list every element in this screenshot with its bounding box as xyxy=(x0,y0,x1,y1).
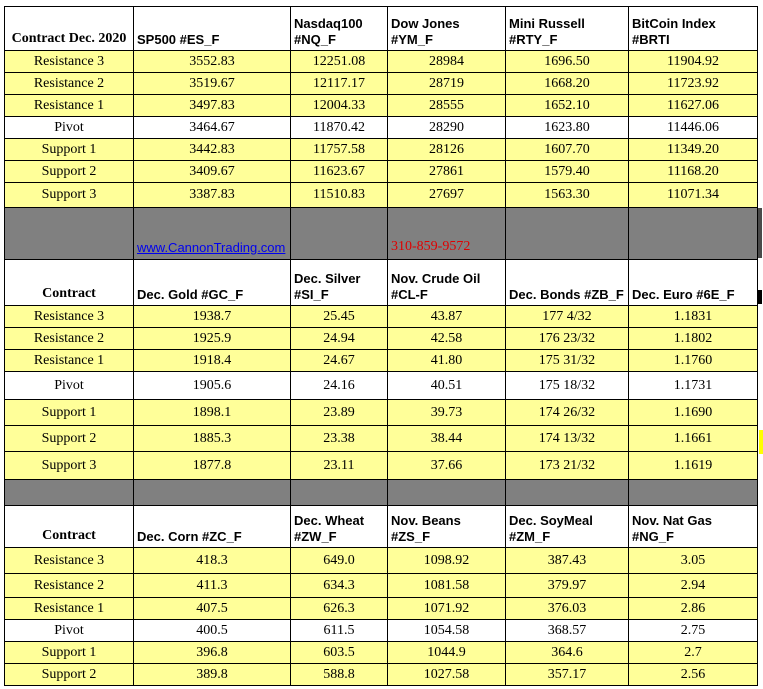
cell-value: 411.3 xyxy=(134,574,291,598)
table-row xyxy=(5,372,758,400)
cell-value: 649.0 xyxy=(291,548,388,574)
row-label: Support 2 xyxy=(5,664,134,686)
cell-value: 1877.8 xyxy=(134,452,291,480)
website-link[interactable]: www.CannonTrading.com xyxy=(134,208,291,260)
cell-value: 174 13/32 xyxy=(506,426,629,452)
cell-value: 603.5 xyxy=(291,642,388,664)
cell-value: 28984 xyxy=(388,51,506,73)
banner-spacer xyxy=(291,208,388,260)
cell-value: 2.7 xyxy=(629,642,758,664)
table-row xyxy=(5,117,758,139)
cell-value: 23.89 xyxy=(291,400,388,426)
separator-cell xyxy=(629,480,758,506)
header-crude-oil: Nov. Crude Oil #CL-F xyxy=(388,260,506,306)
cell-value: 2.75 xyxy=(629,620,758,642)
row-label: Resistance 2 xyxy=(5,73,134,95)
header-bitcoin-index: BitCoin Index #BRTI xyxy=(629,7,758,51)
cell-value: 368.57 xyxy=(506,620,629,642)
cell-value: 11623.67 xyxy=(291,161,388,183)
table-row xyxy=(5,183,758,208)
section1-corner-header: Contract Dec. 2020 xyxy=(5,7,134,51)
cell-value: 1918.4 xyxy=(134,350,291,372)
header-sp500: SP500 #ES_F xyxy=(134,7,291,51)
cell-value: 1579.40 xyxy=(506,161,629,183)
section2-corner-header: Contract xyxy=(5,260,134,306)
row-label: Support 1 xyxy=(5,139,134,161)
separator-cell xyxy=(5,480,134,506)
table-row xyxy=(5,452,758,480)
cell-value: 3497.83 xyxy=(134,95,291,117)
cell-value: 11627.06 xyxy=(629,95,758,117)
cell-value: 588.8 xyxy=(291,664,388,686)
cell-value: 23.38 xyxy=(291,426,388,452)
cell-value: 364.6 xyxy=(506,642,629,664)
row-label: Resistance 1 xyxy=(5,598,134,620)
cell-value: 626.3 xyxy=(291,598,388,620)
cell-value: 1.1731 xyxy=(629,372,758,400)
cell-value: 1081.58 xyxy=(388,574,506,598)
header-nat-gas: Nov. Nat Gas #NG_F xyxy=(629,506,758,548)
table-row xyxy=(5,73,758,95)
cell-value: 24.16 xyxy=(291,372,388,400)
cell-value: 173 21/32 xyxy=(506,452,629,480)
cell-value: 175 31/32 xyxy=(506,350,629,372)
cell-value: 23.11 xyxy=(291,452,388,480)
header-silver: Dec. Silver #SI_F xyxy=(291,260,388,306)
cell-value: 37.66 xyxy=(388,452,506,480)
row-label: Resistance 1 xyxy=(5,350,134,372)
separator-cell xyxy=(388,480,506,506)
row-label: Resistance 3 xyxy=(5,51,134,73)
cell-value: 177 4/32 xyxy=(506,306,629,328)
cell-value: 400.5 xyxy=(134,620,291,642)
section3-corner-header: Contract xyxy=(5,506,134,548)
cell-value: 3.05 xyxy=(629,548,758,574)
cell-value: 11904.92 xyxy=(629,51,758,73)
cell-value: 28290 xyxy=(388,117,506,139)
cell-value: 1668.20 xyxy=(506,73,629,95)
cell-value: 174 26/32 xyxy=(506,400,629,426)
cell-value: 27697 xyxy=(388,183,506,208)
table-row xyxy=(5,642,758,664)
header-beans: Nov. Beans #ZS_F xyxy=(388,506,506,548)
cell-value: 11349.20 xyxy=(629,139,758,161)
row-label: Resistance 1 xyxy=(5,95,134,117)
table-row xyxy=(5,350,758,372)
table-row xyxy=(5,306,758,328)
cell-value: 1054.58 xyxy=(388,620,506,642)
header-bonds: Dec. Bonds #ZB_F xyxy=(506,260,629,306)
cell-value: 176 23/32 xyxy=(506,328,629,350)
separator-cell xyxy=(506,480,629,506)
cell-value: 1071.92 xyxy=(388,598,506,620)
section2-header-row xyxy=(5,260,758,306)
cell-value: 2.56 xyxy=(629,664,758,686)
cell-value: 1.1690 xyxy=(629,400,758,426)
row-label: Support 2 xyxy=(5,426,134,452)
separator-cell xyxy=(134,480,291,506)
cell-value: 407.5 xyxy=(134,598,291,620)
cell-value: 1098.92 xyxy=(388,548,506,574)
cell-value: 1696.50 xyxy=(506,51,629,73)
cell-value: 2.94 xyxy=(629,574,758,598)
cell-value: 1938.7 xyxy=(134,306,291,328)
cell-value: 1925.9 xyxy=(134,328,291,350)
cell-value: 24.67 xyxy=(291,350,388,372)
separator-cell xyxy=(291,480,388,506)
row-label: Support 3 xyxy=(5,452,134,480)
header-soymeal: Dec. SoyMeal #ZM_F xyxy=(506,506,629,548)
row-label: Support 3 xyxy=(5,183,134,208)
cell-value: 376.03 xyxy=(506,598,629,620)
cell-value: 25.45 xyxy=(291,306,388,328)
banner-spacer xyxy=(5,208,134,260)
cell-value: 634.3 xyxy=(291,574,388,598)
cell-value: 43.87 xyxy=(388,306,506,328)
header-wheat: Dec. Wheat #ZW_F xyxy=(291,506,388,548)
cell-value: 11723.92 xyxy=(629,73,758,95)
edge-mark xyxy=(758,208,762,258)
cell-value: 3387.83 xyxy=(134,183,291,208)
cell-value: 3464.67 xyxy=(134,117,291,139)
table-row xyxy=(5,400,758,426)
contact-banner-row xyxy=(5,208,758,260)
cell-value: 1563.30 xyxy=(506,183,629,208)
cell-value: 12251.08 xyxy=(291,51,388,73)
table-row xyxy=(5,574,758,598)
pivot-levels-table xyxy=(4,6,758,686)
cell-value: 24.94 xyxy=(291,328,388,350)
cell-value: 2.86 xyxy=(629,598,758,620)
row-label: Support 1 xyxy=(5,400,134,426)
cell-value: 42.58 xyxy=(388,328,506,350)
cell-value: 396.8 xyxy=(134,642,291,664)
cell-value: 418.3 xyxy=(134,548,291,574)
cell-value: 11510.83 xyxy=(291,183,388,208)
header-mini-russell: Mini Russell #RTY_F xyxy=(506,7,629,51)
cell-value: 1652.10 xyxy=(506,95,629,117)
table-row xyxy=(5,139,758,161)
table-row xyxy=(5,426,758,452)
cell-value: 28555 xyxy=(388,95,506,117)
cell-value: 3552.83 xyxy=(134,51,291,73)
table-row xyxy=(5,51,758,73)
cell-value: 1898.1 xyxy=(134,400,291,426)
row-label: Resistance 2 xyxy=(5,574,134,598)
cell-value: 611.5 xyxy=(291,620,388,642)
table-row xyxy=(5,95,758,117)
cell-value: 12004.33 xyxy=(291,95,388,117)
cell-value: 3409.67 xyxy=(134,161,291,183)
row-label: Resistance 3 xyxy=(5,306,134,328)
table-row xyxy=(5,664,758,686)
section3-header-row xyxy=(5,506,758,548)
edge-mark xyxy=(759,430,763,454)
cell-value: 41.80 xyxy=(388,350,506,372)
cell-value: 1623.80 xyxy=(506,117,629,139)
cell-value: 1.1831 xyxy=(629,306,758,328)
cell-value: 12117.17 xyxy=(291,73,388,95)
header-euro: Dec. Euro #6E_F xyxy=(629,260,758,306)
cell-value: 1885.3 xyxy=(134,426,291,452)
separator-row xyxy=(5,480,758,506)
row-label: Pivot xyxy=(5,620,134,642)
cell-value: 28719 xyxy=(388,73,506,95)
cell-value: 3442.83 xyxy=(134,139,291,161)
header-corn: Dec. Corn #ZC_F xyxy=(134,506,291,548)
row-label: Resistance 3 xyxy=(5,548,134,574)
section1-header-row xyxy=(5,7,758,51)
row-label: Support 1 xyxy=(5,642,134,664)
cell-value: 38.44 xyxy=(388,426,506,452)
cell-value: 1.1802 xyxy=(629,328,758,350)
cell-value: 11071.34 xyxy=(629,183,758,208)
header-gold: Dec. Gold #GC_F xyxy=(134,260,291,306)
cell-value: 1905.6 xyxy=(134,372,291,400)
cell-value: 11168.20 xyxy=(629,161,758,183)
table-row xyxy=(5,620,758,642)
cell-value: 11757.58 xyxy=(291,139,388,161)
edge-mark xyxy=(758,290,762,304)
cell-value: 1.1760 xyxy=(629,350,758,372)
row-label: Resistance 2 xyxy=(5,328,134,350)
banner-spacer xyxy=(629,208,758,260)
cell-value: 27861 xyxy=(388,161,506,183)
row-label: Support 2 xyxy=(5,161,134,183)
cell-value: 1607.70 xyxy=(506,139,629,161)
row-label: Pivot xyxy=(5,117,134,139)
table-row xyxy=(5,548,758,574)
table-row xyxy=(5,598,758,620)
cell-value: 389.8 xyxy=(134,664,291,686)
cell-value: 1044.9 xyxy=(388,642,506,664)
cell-value: 39.73 xyxy=(388,400,506,426)
table-row xyxy=(5,328,758,350)
cell-value: 1.1619 xyxy=(629,452,758,480)
phone-number: 310-859-9572 xyxy=(388,208,506,260)
header-dow-jones: Dow Jones #YM_F xyxy=(388,7,506,51)
cell-value: 3519.67 xyxy=(134,73,291,95)
header-nasdaq100: Nasdaq100 #NQ_F xyxy=(291,7,388,51)
cell-value: 28126 xyxy=(388,139,506,161)
cell-value: 11870.42 xyxy=(291,117,388,139)
table-row xyxy=(5,161,758,183)
cell-value: 379.97 xyxy=(506,574,629,598)
cell-value: 40.51 xyxy=(388,372,506,400)
cell-value: 387.43 xyxy=(506,548,629,574)
cell-value: 11446.06 xyxy=(629,117,758,139)
cell-value: 1027.58 xyxy=(388,664,506,686)
row-label: Pivot xyxy=(5,372,134,400)
cell-value: 175 18/32 xyxy=(506,372,629,400)
cell-value: 1.1661 xyxy=(629,426,758,452)
banner-spacer xyxy=(506,208,629,260)
cell-value: 357.17 xyxy=(506,664,629,686)
